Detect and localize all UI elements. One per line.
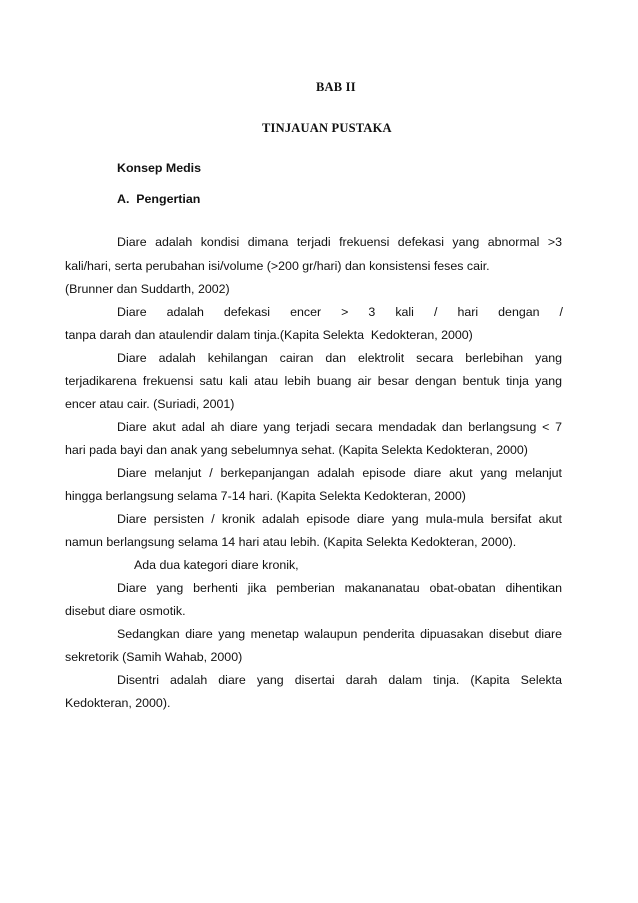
paragraph-line: Diare akut adal ah diare yang terjadi secara mendadak dan berlangsung < 7: [117, 420, 562, 434]
paragraph-line: Sedangkan diare yang menetap walaupun penderita dipuasakan disebut diare: [117, 627, 562, 641]
paragraph-line: Diare adalah kehilangan cairan dan elektrolit secara berlebihan yang: [117, 351, 562, 365]
paragraph-line: Diare yang berhenti jika pemberian makananatau obat-obatan dihentikan: [117, 581, 562, 595]
chapter-title: TINJAUAN PUSTAKA: [262, 121, 392, 135]
paragraph-line: Diare adalah defekasi encer > 3 kali / hari dengan /: [117, 305, 563, 319]
chapter-heading: BAB II: [316, 80, 356, 94]
paragraph-line: Diare adalah kondisi dimana terjadi frekuensi defekasi yang abnormal >3: [117, 235, 562, 249]
paragraph-line: sekretorik (Samih Wahab, 2000): [65, 650, 243, 664]
paragraph-line: terjadikarena frekuensi satu kali atau lebih buang air besar dengan bentuk tinja yang: [65, 374, 562, 388]
paragraph-line: Diare melanjut / berkepanjangan adalah episode diare akut yang melanjut: [117, 466, 562, 480]
paragraph-line: hari pada bayi dan anak yang sebelumnya sehat. (Kapita Selekta Kedokteran, 2000): [65, 443, 528, 457]
paragraph-line: tanpa darah dan ataulendir dalam tinja.(Kapita Selekta Kedokteran, 2000): [65, 328, 473, 342]
paragraph-line: Diare persisten / kronik adalah episode diare yang mula-mula bersifat akut: [117, 512, 562, 526]
paragraph-line: encer atau cair. (Suriadi, 2001): [65, 397, 235, 411]
paragraph-line: Ada dua kategori diare kronik,: [134, 558, 299, 572]
paragraph-line: kali/hari, serta perubahan isi/volume (>200 gr/hari) dan konsistensi feses cair.: [65, 259, 490, 273]
paragraph-line: disebut diare osmotik.: [65, 604, 186, 618]
paragraph-line: namun berlangsung selama 14 hari atau lebih. (Kapita Selekta Kedokteran, 2000).: [65, 535, 517, 549]
paragraph-line: hingga berlangsung selama 7-14 hari. (Kapita Selekta Kedokteran, 2000): [65, 489, 466, 503]
section-heading: Konsep Medis: [117, 161, 201, 175]
paragraph-line: (Brunner dan Suddarth, 2002): [65, 282, 230, 296]
subsection-heading: A. Pengertian: [117, 192, 201, 206]
paragraph-line: Kedokteran, 2000).: [65, 696, 171, 710]
paragraph-line: Disentri adalah diare yang disertai darah dalam tinja. (Kapita Selekta: [117, 673, 562, 687]
